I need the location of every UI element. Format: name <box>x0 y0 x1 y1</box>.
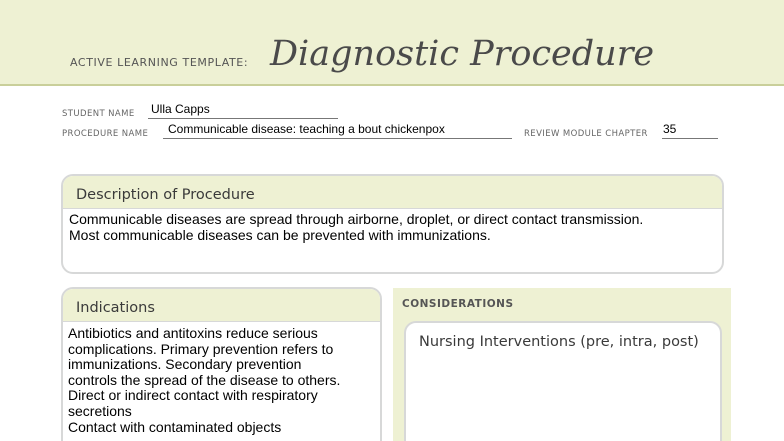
indications-line: controls the spread of the disease to others. <box>68 371 341 388</box>
student-name-label: STUDENT NAME <box>62 109 135 119</box>
review-module-label: REVIEW MODULE CHAPTER <box>524 129 648 139</box>
indications-text[interactable] <box>68 326 378 435</box>
review-module-field[interactable]: 35 <box>663 122 677 136</box>
indications-heading: Indications <box>76 300 155 316</box>
indications-line: immunizations. Secondary prevention <box>68 356 302 373</box>
description-line: Most communicable diseases can be prevented with immunizations. <box>69 226 491 243</box>
procedure-name-underline <box>163 138 512 139</box>
page-title: Diagnostic Procedure <box>270 34 655 74</box>
description-heading: Description of Procedure <box>76 187 255 203</box>
review-module-underline <box>662 138 718 139</box>
indications-line: Contact with contaminated objects <box>68 418 282 435</box>
indications-line: complications. Primary prevention refers to <box>68 340 334 357</box>
student-name-field[interactable]: Ulla Capps <box>151 102 210 116</box>
considerations-label: CONSIDERATIONS <box>402 298 514 310</box>
nursing-interventions-heading: Nursing Interventions (pre, intra, post) <box>419 334 699 350</box>
indications-line: Antibiotics and antitoxins reduce serious <box>68 325 318 341</box>
indications-line: Direct or indirect contact with respiratory <box>68 387 318 404</box>
header-divider <box>0 84 784 86</box>
template-label: ACTIVE LEARNING TEMPLATE: <box>70 56 249 69</box>
procedure-name-field[interactable]: Communicable disease: teaching a bout chickenpox <box>168 122 445 136</box>
description-line: Communicable diseases are spread through airborne, droplet, or direct contact transmission. <box>69 211 644 227</box>
indications-line: secretions <box>68 402 132 419</box>
student-name-underline <box>148 118 338 119</box>
procedure-name-label: PROCEDURE NAME <box>62 129 149 139</box>
description-text[interactable] <box>69 212 719 243</box>
